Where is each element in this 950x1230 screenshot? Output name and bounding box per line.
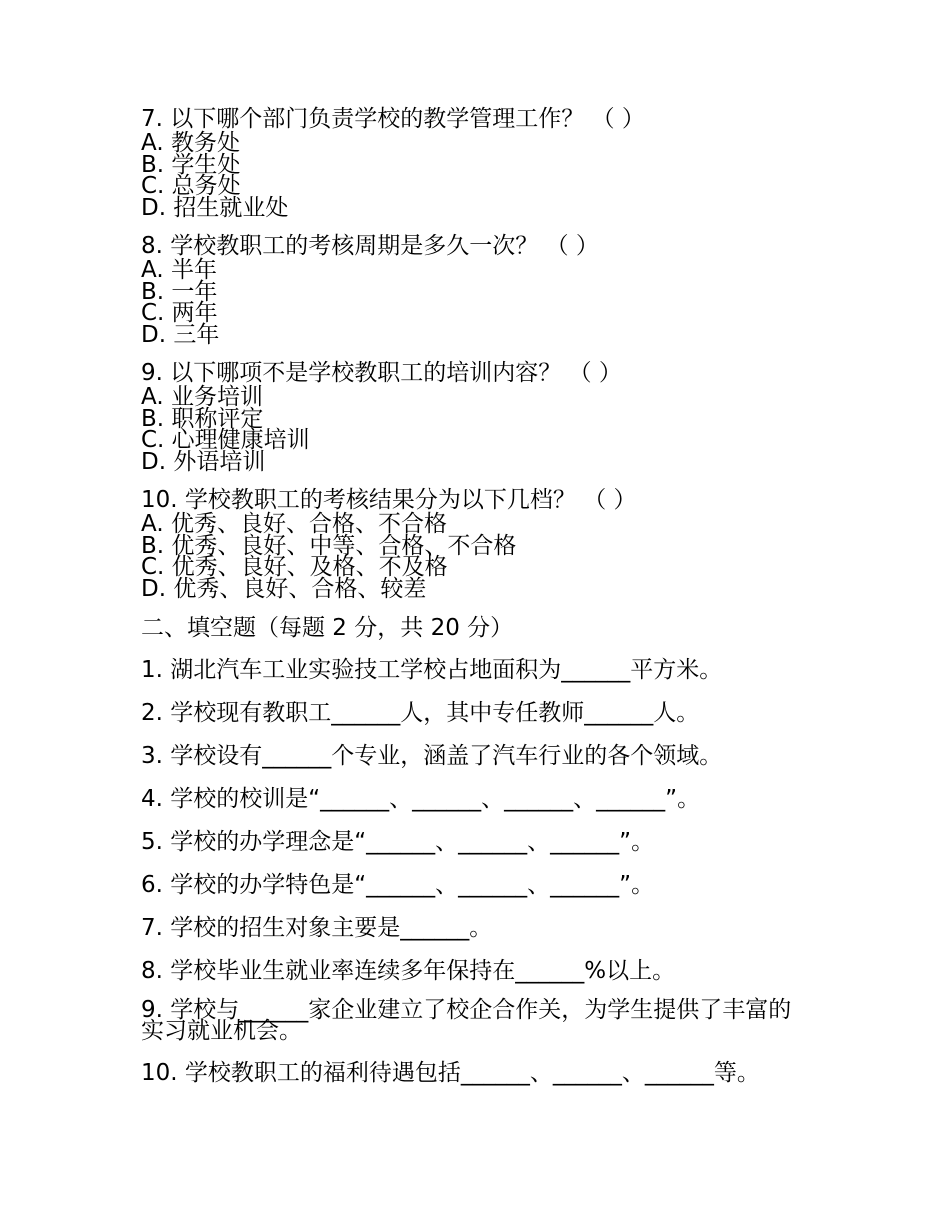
option-d: D. 优秀、良好、合格、较差 [141,575,427,602]
option-a: A. 业务培训 [141,384,263,410]
document-page [141,106,841,1102]
question-text: 9. 以下哪项不是学校教职工的培训内容？ （ ） [141,360,622,386]
option-c: C. 总务处 [141,173,241,199]
option-a: A. 教务处 [141,130,240,156]
fill-question-9: 9. 学校与______家企业建立了校企合作关，为学生提供了丰富的实习就业机会。 [141,997,792,1044]
question-block-9 [141,360,841,473]
option-a: A. 优秀、良好、合格、不合格 [141,511,447,537]
option-b: B. 一年 [141,278,218,305]
fill-question-8: 8. 学校毕业生就业率连续多年保持在______%以上。 [141,958,676,984]
option-d: D. 招生就业处 [141,194,289,221]
fill-question-4: 4. 学校的校训是“______、______、______、______”。 [141,786,701,812]
question-block-8 [141,233,841,346]
section-heading: 二、填空题（每题 2 分，共 20 分） [141,615,514,641]
option-c: C. 两年 [141,300,218,326]
fill-question-1: 1. 湖北汽车工业实验技工学校占地面积为______平方米。 [141,657,723,683]
fill-question-7: 7. 学校的招生对象主要是______。 [141,915,493,941]
question-text: 7. 以下哪个部门负责学校的教学管理工作？ （ ） [141,106,645,132]
fill-question-5: 5. 学校的办学理念是“______、______、______”。 [141,829,655,855]
question-text: 10. 学校教职工的考核结果分为以下几档？ （ ） [141,487,637,513]
question-block-7 [141,106,841,219]
fill-question-10: 10. 学校教职工的福利待遇包括______、______、______等。 [141,1060,760,1086]
option-b: B. 职称评定 [141,405,264,432]
option-a: A. 半年 [141,257,217,283]
option-b: B. 优秀、良好、中等、合格、不合格 [141,532,517,559]
option-c: C. 心理健康培训 [141,427,310,453]
option-d: D. 外语培训 [141,448,266,475]
option-c: C. 优秀、良好、及格、不及格 [141,554,448,580]
fill-question-3: 3. 学校设有______个专业，涵盖了汽车行业的各个领域。 [141,743,723,769]
option-d: D. 三年 [141,321,220,348]
option-b: B. 学生处 [141,151,241,178]
question-text: 8. 学校教职工的考核周期是多久一次？ （ ） [141,233,599,259]
fill-question-2: 2. 学校现有教职工______人，其中专任教师______人。 [141,700,700,726]
fill-question-6: 6. 学校的办学特色是“______、______、______”。 [141,872,655,898]
question-block-10 [141,487,841,600]
